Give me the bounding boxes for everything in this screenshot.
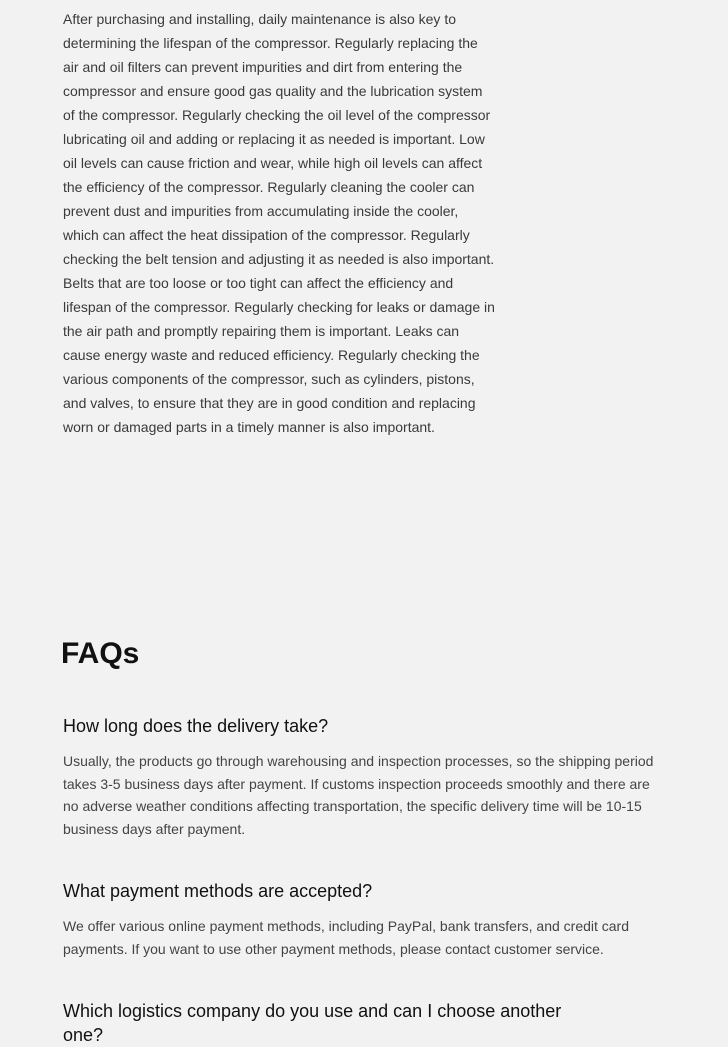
faq-question: Which logistics company do you use and can I choose another one?: [63, 1001, 562, 1045]
faq-answer: We offer various online payment methods, including PayPal, bank transfers, and credit card payments. If you want to use other payment methods, please contact customer service.: [63, 918, 630, 957]
faq-item-delivery: [63, 714, 663, 840]
faq-question: What payment methods are accepted?: [63, 881, 373, 901]
maintenance-paragraph: After purchasing and installing, daily maintenance is also key to determining the lifespan of the compressor. Regularly replacing the air and oil filters can prevent impurities and dirt from entering the compressor and ensure good gas quality and the lubrication system of the compressor. Regularly checking the oil level of the compressor lubricating oil and adding or replacing it as needed is important. Low oil levels can cause friction and wear, while high oil levels can affect the efficiency of the compressor. Regularly cleaning the cooler can prevent dust and impurities from accumulating inside the cooler, which can affect the heat dissipation of the compressor. Regularly checking the belt tension and adjusting it as needed is also important. Belts that are too loose or too tight can affect the efficiency and lifespan of the compressor. Regularly checking for leaks or damage in the air path and promptly repairing them is important. Leaks can cause energy waste and reduced efficiency. Regularly checking the various components of the compressor, such as cylinders, pistons, and valves, to ensure that they are in good condition and replacing worn or damaged parts in a timely manner is also important.: [63, 11, 495, 435]
faq-item-payment: [63, 879, 663, 960]
faq-heading: FAQs: [61, 637, 140, 670]
faq-answer: Usually, the products go through warehousing and inspection processes, so the shipping period takes 3-5 business days after payment. If customs inspection proceeds smoothly and there are no adverse weather conditions affecting transportation, the specific delivery time will be 10-15 business days after payment.: [63, 753, 654, 837]
faq-item-logistics: [63, 999, 583, 1047]
faq-question: How long does the delivery take?: [63, 716, 329, 736]
